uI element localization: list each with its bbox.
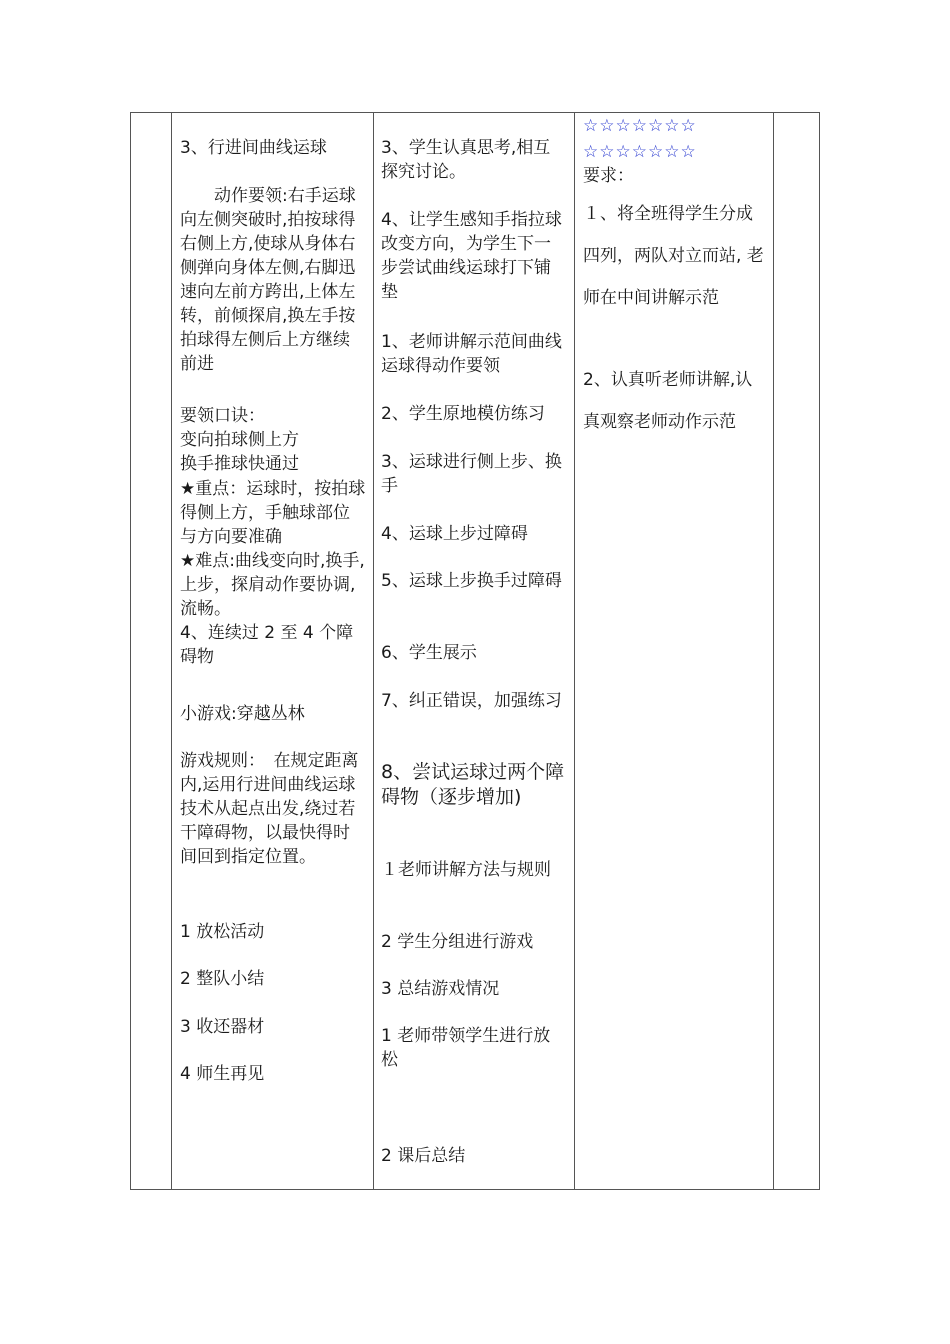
content-text: 3、行进间曲线运球 <box>180 138 327 158</box>
step-text: 1 老师带领学生进行放松 <box>381 1026 551 1070</box>
requirement-heading: 要求： <box>583 166 634 186</box>
step-text: 2 课后总结 <box>381 1146 466 1166</box>
step-text: 2 学生分组进行游戏 <box>381 932 534 952</box>
requirements-column <box>583 113 767 1189</box>
step-text: 7、纠正错误，加强练习 <box>381 691 562 711</box>
content-text: 4 师生再见 <box>180 1064 265 1084</box>
steps-column <box>381 113 567 1189</box>
content-column <box>180 113 366 1189</box>
column-divider <box>773 113 774 1189</box>
column-divider <box>373 113 374 1189</box>
content-text: ★重点：运球时，按拍球得侧上方，手触球部位与方向要准确 <box>180 479 366 547</box>
content-text: 游戏规则： 在规定距离内,运用行进间曲线运球技术从起点出发,绕过若干障碍物，以最快得时间回到指定位置。 <box>180 751 359 867</box>
step-text: 6、学生展示 <box>381 643 477 663</box>
step-text: 3、学生认真思考,相互探究讨论。 <box>381 138 551 182</box>
star-row: ☆☆☆☆☆☆☆ <box>583 116 697 136</box>
requirement-text: １、将全班得学生分成四列，两队对立而站, 老师在中间讲解示范 <box>583 204 764 308</box>
step-text: 5、运球上步换手过障碍 <box>381 571 562 591</box>
column-divider <box>171 113 172 1189</box>
step-text: 8、尝试运球过两个障碍物（逐步增加) <box>381 761 565 808</box>
step-text: 4、让学生感知手指拉球改变方向，为学生下一步尝试曲线运球打下铺垫 <box>381 210 562 302</box>
step-text: 3 总结游戏情况 <box>381 979 500 999</box>
requirement-text: 2、认真听老师讲解,认真观察老师动作示范 <box>583 370 753 432</box>
content-text: 4、连续过 2 至 4 个障碍物 <box>180 623 354 667</box>
star-row: ☆☆☆☆☆☆☆ <box>583 142 697 162</box>
content-text: 换手推球快通过 <box>180 454 299 474</box>
content-text: 动作要领:右手运球向左侧突破时,拍按球得右侧上方,使球从身体右侧弹向身体左侧,右脚迅速向左前方跨出,上体左转，前倾探肩,换左手按拍球得左侧后上方继续前进 <box>180 186 356 374</box>
step-text: １老师讲解方法与规则 <box>381 860 551 880</box>
content-text: 要领口诀： <box>180 406 265 426</box>
content-text: 1 放松活动 <box>180 922 265 942</box>
column-divider <box>574 113 575 1189</box>
content-text: 3 收还器材 <box>180 1017 265 1037</box>
content-text: ★难点:曲线变向时,换手,上步，探肩动作要协调,流畅。 <box>180 551 365 619</box>
lesson-plan-table <box>130 112 820 1190</box>
step-text: 1、老师讲解示范间曲线运球得动作要领 <box>381 332 562 376</box>
content-text: 变向拍球侧上方 <box>180 430 299 450</box>
step-text: 4、运球上步过障碍 <box>381 524 528 544</box>
content-text: 小游戏:穿越丛林 <box>180 704 305 724</box>
step-text: 2、学生原地模仿练习 <box>381 404 545 424</box>
step-text: 3、运球进行侧上步、换手 <box>381 452 562 496</box>
content-text: 2 整队小结 <box>180 969 265 989</box>
